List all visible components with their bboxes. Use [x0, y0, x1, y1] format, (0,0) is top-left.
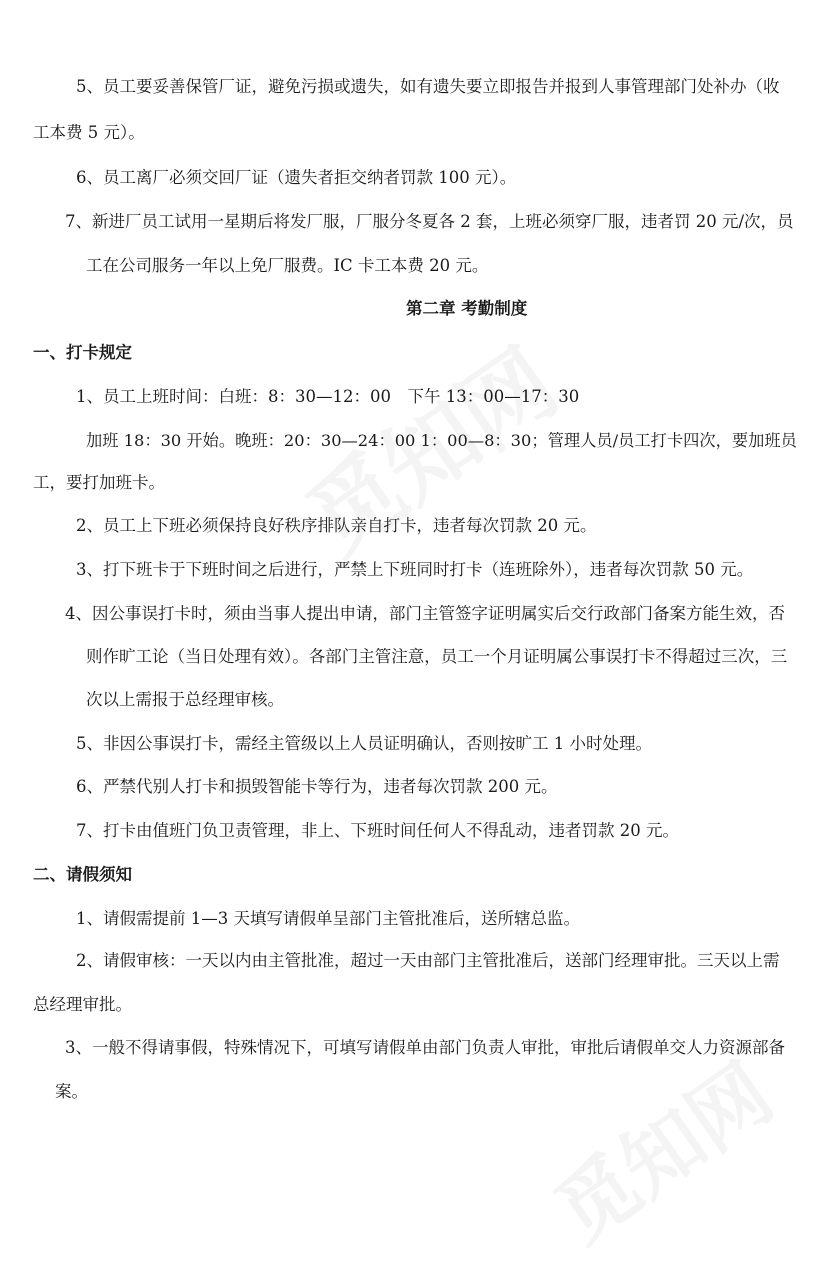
paragraph-line: 则作旷工论（当日处理有效）。各部门主管注意，员工一个月证明属公事误打卡不得超过三次，三 [86, 647, 788, 666]
section-heading: 二、请假须知 [33, 865, 132, 884]
paragraph-line: 次以上需报于总经理审核。 [86, 690, 284, 709]
watermark [529, 1032, 792, 1263]
paragraph-line: 5、非因公事误打卡，需经主管级以上人员证明确认，否则按旷工 1 小时处理。 [76, 734, 652, 753]
paragraph-line: 7、打卡由值班门负卫责管理，非上、下班时间任何人不得乱动，违者罚款 20 元。 [76, 821, 679, 840]
paragraph-line: 3、一般不得请事假，特殊情况下，可填写请假单由部门负责人审批，审批后请假单交人力资源部备 [65, 1038, 785, 1057]
section-heading: 一、打卡规定 [33, 343, 132, 362]
paragraph-line: 2、请假审核：一天以内由主管批准，超过一天由部门主管批准后，送部门经理审批。三天以上需 [76, 951, 780, 970]
paragraph-line: 工本费 5 元）。 [33, 123, 145, 142]
paragraph-line: 总经理审批。 [33, 995, 132, 1014]
paragraph-line: 2、员工上下班必须保持良好秩序排队亲自打卡，违者每次罚款 20 元。 [76, 516, 597, 535]
paragraph-line: 6、员工离厂必须交回厂证（遗失者拒交纳者罚款 100 元）。 [76, 168, 517, 187]
paragraph-line: 7、新进厂员工试用一星期后将发厂服，厂服分冬夏各 2 套，上班必须穿厂服，违者罚 20 元/次，员 [65, 212, 794, 231]
paragraph-line: 工，要打加班卡。 [33, 473, 165, 492]
paragraph-line: 5、员工要妥善保管厂证，避免污损或遗失，如有遗失要立即报告并报到人事管理部门处补办（收 [76, 77, 780, 96]
paragraph-line: 1、请假需提前 1—3 天填写请假单呈部门主管批准后，送所辖总监。 [76, 909, 580, 928]
paragraph-line: 4、因公事误打卡时，须由当事人提出申请，部门主管签字证明属实后交行政部门备案方能生效，否 [65, 604, 785, 623]
paragraph-line: 加班 18：30 开始。晚班：20：30—24：00 1：00—8：30；管理人员/员工打卡四次，要加班员 [86, 431, 797, 450]
paragraph-line: 1、员工上班时间：白班：8：30—12：00 下午 13：00—17：30 [76, 387, 580, 406]
chapter-title: 第二章 考勤制度 [406, 299, 528, 318]
paragraph-line: 3、打下班卡于下班时间之后进行，严禁上下班同时打卡（连班除外），违者每次罚款 50 元。 [76, 560, 754, 579]
paragraph-line: 工在公司服务一年以上免厂服费。IC 卡工本费 20 元。 [86, 256, 489, 275]
paragraph-line: 案。 [55, 1082, 88, 1101]
paragraph-line: 6、严禁代别人打卡和损毁智能卡等行为，违者每次罚款 200 元。 [76, 777, 558, 796]
